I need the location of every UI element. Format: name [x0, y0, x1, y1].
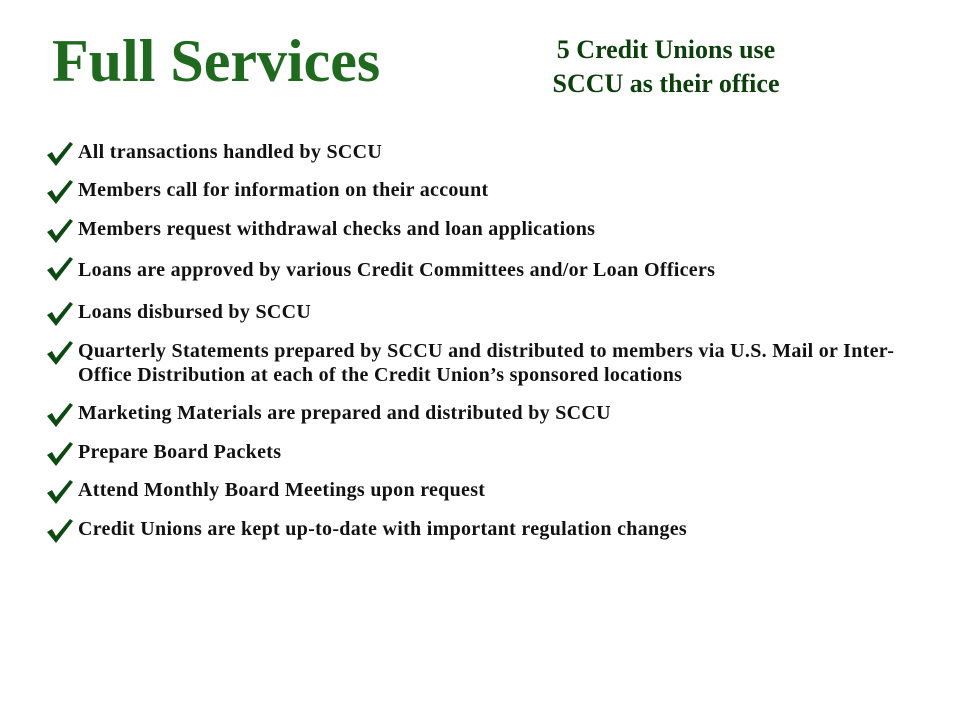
bullet-item [44, 517, 944, 541]
checkmark-icon [44, 477, 74, 507]
checkmark-icon [44, 516, 74, 546]
checkmark-icon [44, 139, 74, 169]
bullet-item [44, 178, 944, 202]
bullet-text: Attend Monthly Board Meetings upon request [78, 479, 486, 502]
bullet-item [44, 440, 944, 464]
subtitle-line-1: 5 Credit Unions use [556, 35, 776, 64]
checkmark-icon [44, 439, 74, 469]
bullet-item [44, 478, 944, 502]
bullet-text: Marketing Materials are prepared and distributed by SCCU [78, 402, 611, 425]
bullet-text: Loans disbursed by SCCU [78, 301, 312, 324]
checkmark-icon [44, 299, 74, 329]
slide-title: Full Services [52, 28, 381, 94]
checkmark-icon [44, 254, 74, 284]
slide-subtitle [498, 33, 834, 101]
checkmark-icon [44, 338, 74, 368]
bullet-text: Prepare Board Packets [78, 440, 282, 463]
subtitle-line-2: SCCU as their office [552, 68, 780, 98]
bullet-item [44, 140, 944, 164]
bullet-item [44, 217, 944, 241]
checkmark-icon [44, 216, 74, 246]
checkmark-icon [44, 177, 74, 207]
bullet-list [44, 140, 944, 555]
bullet-item [44, 401, 944, 425]
bullet-text: All transactions handled by SCCU [78, 141, 383, 163]
bullet-text: Quarterly Statements prepared by SCCU and distributed to members via U.S. Mail or Inter-Office Distribution at each of the Credit Union’s sponsored locations [78, 339, 895, 386]
bullet-item [44, 339, 944, 388]
checkmark-icon [44, 400, 74, 430]
bullet-item [44, 255, 944, 286]
bullet-text: Members call for information on their account [78, 179, 489, 202]
bullet-item [44, 300, 944, 324]
bullet-text: Members request withdrawal checks and loan applications [78, 217, 596, 240]
bullet-text: Credit Unions are kept up-to-date with important regulation changes [78, 517, 688, 540]
bullet-text: Loans are approved by various Credit Committees and/or Loan Officers [78, 259, 716, 282]
